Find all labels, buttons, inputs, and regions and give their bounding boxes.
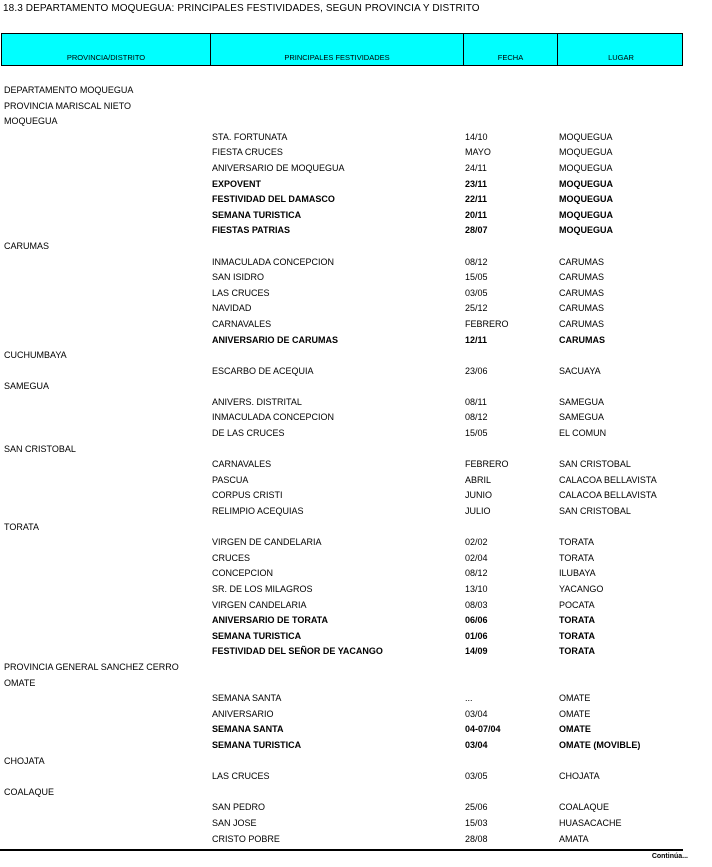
place-cell: SAMEGUA bbox=[559, 412, 605, 423]
festivity-cell: CRUCES bbox=[212, 552, 251, 563]
place-cell: HUASACACHE bbox=[559, 817, 622, 828]
table-row bbox=[0, 286, 712, 302]
page-title: 18.3 DEPARTAMENTO MOQUEGUA: PRINCIPALES FESTIVIDADES, SEGUN PROVINCIA Y DISTRITO bbox=[3, 3, 480, 14]
festivity-cell: CARNAVALES bbox=[212, 318, 272, 329]
date-cell: 28/08 bbox=[465, 833, 488, 844]
place-cell: TORATA bbox=[559, 615, 595, 626]
place-cell: YACANGO bbox=[559, 584, 604, 594]
column-header-festividades: PRINCIPALES FESTIVIDADES bbox=[211, 34, 464, 65]
location-cell: OMATE bbox=[4, 677, 36, 688]
place-cell: MOQUEGUA bbox=[559, 209, 613, 220]
festivity-cell: SEMANA SANTA bbox=[212, 724, 284, 735]
date-cell: 12/11 bbox=[465, 334, 488, 345]
table-row bbox=[0, 816, 712, 832]
table-row bbox=[0, 473, 712, 489]
place-cell: CARUMAS bbox=[559, 303, 605, 314]
date-cell: 08/12 bbox=[465, 256, 488, 267]
festivity-cell: VIRGEN CANDELARIA bbox=[212, 599, 307, 610]
date-cell: 25/12 bbox=[465, 303, 488, 314]
place-cell: CALACOA BELLAVISTA bbox=[559, 490, 657, 501]
table-row bbox=[0, 301, 712, 317]
festivity-cell: VIRGEN DE CANDELARIA bbox=[212, 537, 322, 548]
table-row bbox=[0, 800, 712, 816]
festivity-cell: FIESTAS PATRIAS bbox=[212, 225, 291, 236]
table-row bbox=[0, 551, 712, 567]
date-cell: 06/06 bbox=[465, 615, 488, 626]
festivity-cell: PASCUA bbox=[212, 474, 249, 485]
place-cell: MOQUEGUA bbox=[559, 225, 613, 236]
table-row bbox=[0, 192, 712, 208]
festivity-cell: SAN ISIDRO bbox=[212, 272, 265, 283]
table-row bbox=[0, 613, 712, 629]
festivity-cell: SEMANA SANTA bbox=[212, 693, 282, 704]
table-row bbox=[0, 535, 712, 551]
festivity-cell: SEMANA TURISTICA bbox=[212, 209, 302, 220]
place-cell: SAN CRISTOBAL bbox=[559, 459, 631, 470]
table-row bbox=[0, 177, 712, 193]
table-row bbox=[0, 270, 712, 286]
table-row bbox=[0, 317, 712, 333]
table-row bbox=[0, 582, 712, 598]
date-cell: 28/07 bbox=[465, 225, 488, 236]
festivity-cell: CONCEPCION bbox=[212, 568, 274, 579]
date-cell: 08/11 bbox=[465, 396, 487, 407]
festivity-cell: ANIVERS. DISTRITAL bbox=[212, 396, 302, 407]
table-row bbox=[0, 832, 712, 848]
date-cell: 03/04 bbox=[465, 739, 488, 750]
location-row bbox=[0, 676, 712, 692]
table-row bbox=[0, 566, 712, 582]
table-row bbox=[0, 691, 712, 707]
table-row bbox=[0, 223, 712, 239]
festivity-cell: FIESTA CRUCES bbox=[212, 147, 283, 158]
festivity-cell: INMACULADA CONCEPCION bbox=[212, 412, 335, 423]
location-row bbox=[0, 754, 712, 770]
table-row bbox=[0, 395, 712, 411]
date-cell: 03/05 bbox=[465, 771, 488, 782]
festivity-cell: ANIVERSARIO DE TORATA bbox=[212, 615, 329, 626]
date-cell: JUNIO bbox=[465, 490, 492, 501]
location-cell: PROVINCIA GENERAL SANCHEZ CERRO bbox=[4, 661, 179, 672]
table-row bbox=[0, 333, 712, 349]
date-cell: MAYO bbox=[465, 147, 491, 158]
place-cell: MOQUEGUA bbox=[559, 162, 613, 173]
date-cell: 02/02 bbox=[465, 537, 488, 548]
place-cell: EL COMUN bbox=[559, 428, 607, 439]
location-cell: COALAQUE bbox=[4, 786, 55, 797]
table-body bbox=[0, 83, 712, 847]
table-header bbox=[1, 33, 683, 66]
table-row bbox=[0, 598, 712, 614]
festivity-cell: ANIVERSARIO DE CARUMAS bbox=[212, 334, 339, 345]
festivity-cell: STA. FORTUNATA bbox=[212, 131, 288, 142]
table-row bbox=[0, 161, 712, 177]
date-cell: 23/11 bbox=[465, 178, 488, 189]
location-cell: PROVINCIA MARISCAL NIETO bbox=[4, 100, 132, 111]
date-cell: 20/11 bbox=[465, 209, 488, 220]
place-cell: OMATE bbox=[559, 724, 591, 735]
table-row bbox=[0, 707, 712, 723]
location-cell: CUCHUMBAYA bbox=[4, 350, 67, 361]
place-cell: SACUAYA bbox=[559, 365, 601, 376]
location-cell: TORATA bbox=[4, 521, 40, 532]
date-cell: 15/03 bbox=[465, 817, 488, 828]
table-row bbox=[0, 255, 712, 271]
date-cell: 15/05 bbox=[465, 428, 488, 439]
table-row bbox=[0, 629, 712, 645]
date-cell: ... bbox=[465, 693, 473, 704]
bottom-divider bbox=[0, 849, 683, 851]
date-cell: 24/11 bbox=[465, 162, 487, 173]
date-cell: 03/04 bbox=[465, 708, 488, 719]
date-cell: 08/12 bbox=[465, 568, 488, 579]
table-row bbox=[0, 504, 712, 520]
place-cell: SAN CRISTOBAL bbox=[559, 506, 631, 517]
place-cell: CHOJATA bbox=[559, 771, 600, 782]
festivity-cell: ANIVERSARIO DE MOQUEGUA bbox=[212, 162, 345, 173]
continued-note: Continúa... bbox=[651, 853, 688, 860]
place-cell: TORATA bbox=[559, 646, 595, 657]
location-row bbox=[0, 785, 712, 801]
date-cell: 14/10 bbox=[465, 131, 488, 142]
place-cell: SAMEGUA bbox=[559, 396, 605, 407]
date-cell: 25/06 bbox=[465, 802, 488, 813]
place-cell: CARUMAS bbox=[559, 318, 605, 329]
location-cell: SAN CRISTOBAL bbox=[4, 443, 76, 454]
location-cell: SAMEGUA bbox=[4, 381, 50, 392]
location-cell: CARUMAS bbox=[4, 240, 50, 251]
festivity-cell: SEMANA TURISTICA bbox=[212, 630, 302, 641]
place-cell: TORATA bbox=[559, 537, 595, 548]
festivity-cell: EXPOVENT bbox=[212, 178, 262, 189]
date-cell: ABRIL bbox=[465, 474, 492, 485]
location-row bbox=[0, 99, 712, 115]
table-row bbox=[0, 457, 712, 473]
festivity-cell: FESTIVIDAD DEL DAMASCO bbox=[212, 194, 335, 205]
place-cell: OMATE bbox=[559, 693, 591, 704]
location-row bbox=[0, 83, 712, 99]
festivity-cell: NAVIDAD bbox=[212, 303, 252, 314]
festivity-cell: CRISTO POBRE bbox=[212, 833, 280, 844]
place-cell: COALAQUE bbox=[559, 802, 610, 813]
date-cell: 15/05 bbox=[465, 272, 488, 283]
place-cell: CARUMAS bbox=[559, 256, 605, 267]
place-cell: CARUMAS bbox=[559, 334, 605, 345]
date-cell: 13/10 bbox=[465, 584, 488, 594]
place-cell: MOQUEGUA bbox=[559, 147, 613, 158]
date-cell: FEBRERO bbox=[465, 459, 509, 470]
table-row bbox=[0, 769, 712, 785]
place-cell: MOQUEGUA bbox=[559, 178, 613, 189]
location-row bbox=[0, 379, 712, 395]
date-cell: 14/09 bbox=[465, 646, 488, 657]
location-row bbox=[0, 348, 712, 364]
table-row bbox=[0, 644, 712, 660]
place-cell: MOQUEGUA bbox=[559, 131, 613, 142]
festivity-cell: LAS CRUCES bbox=[212, 771, 270, 782]
location-cell: CHOJATA bbox=[4, 755, 45, 766]
date-cell: 22/11 bbox=[465, 194, 488, 205]
festivity-cell: RELIMPIO ACEQUIAS bbox=[212, 506, 304, 517]
table-row bbox=[0, 208, 712, 224]
festivity-cell: DE LAS CRUCES bbox=[212, 428, 285, 439]
date-cell: 01/06 bbox=[465, 630, 488, 641]
table-row bbox=[0, 722, 712, 738]
date-cell: 08/03 bbox=[465, 599, 488, 610]
table-row bbox=[0, 738, 712, 754]
place-cell: CARUMAS bbox=[559, 272, 605, 283]
location-row bbox=[0, 520, 712, 536]
table-row bbox=[0, 130, 712, 146]
date-cell: 23/06 bbox=[465, 365, 488, 376]
place-cell: TORATA bbox=[559, 630, 595, 641]
location-cell: MOQUEGUA bbox=[4, 116, 58, 127]
location-cell: DEPARTAMENTO MOQUEGUA bbox=[4, 85, 134, 95]
table-row bbox=[0, 488, 712, 504]
festivity-cell: ANIVERSARIO bbox=[212, 708, 274, 719]
location-row bbox=[0, 660, 712, 676]
festivity-cell: SEMANA TURISTICA bbox=[212, 739, 302, 750]
location-row bbox=[0, 114, 712, 130]
place-cell: OMATE (MOVIBLE) bbox=[559, 739, 641, 750]
column-header-provincia: PROVINCIA/DISTRITO bbox=[2, 34, 211, 65]
festivity-cell: INMACULADA CONCEPCION bbox=[212, 256, 335, 267]
festivity-cell: SAN PEDRO bbox=[212, 802, 266, 813]
table-row bbox=[0, 145, 712, 161]
date-cell: 03/05 bbox=[465, 287, 488, 298]
festivity-cell: ESCARBO DE ACEQUIA bbox=[212, 365, 314, 376]
table-row bbox=[0, 410, 712, 426]
place-cell: TORATA bbox=[559, 552, 595, 563]
festivity-cell: FESTIVIDAD DEL SEÑOR DE YACANGO bbox=[212, 646, 383, 657]
table-row bbox=[0, 364, 712, 380]
place-cell: AMATA bbox=[559, 833, 589, 844]
location-row bbox=[0, 442, 712, 458]
festivity-cell: SR. DE LOS MILAGROS bbox=[212, 584, 313, 594]
festivity-cell: CARNAVALES bbox=[212, 459, 272, 470]
place-cell: ILUBAYA bbox=[559, 568, 596, 579]
date-cell: 08/12 bbox=[465, 412, 488, 423]
date-cell: FEBRERO bbox=[465, 318, 509, 329]
festivity-cell: LAS CRUCES bbox=[212, 287, 270, 298]
festivity-cell: SAN JOSE bbox=[212, 817, 257, 828]
date-cell: 04-07/04 bbox=[465, 724, 501, 735]
place-cell: CARUMAS bbox=[559, 287, 605, 298]
place-cell: OMATE bbox=[559, 708, 591, 719]
location-row bbox=[0, 239, 712, 255]
date-cell: JULIO bbox=[465, 506, 491, 517]
table-row bbox=[0, 426, 712, 442]
column-header-fecha: FECHA bbox=[464, 34, 558, 65]
column-header-lugar: LUGAR bbox=[608, 53, 634, 62]
place-cell: POCATA bbox=[559, 599, 595, 610]
place-cell: MOQUEGUA bbox=[559, 194, 613, 205]
festivity-cell: CORPUS CRISTI bbox=[212, 490, 283, 501]
date-cell: 02/04 bbox=[465, 552, 488, 563]
place-cell: CALACOA BELLAVISTA bbox=[559, 474, 657, 485]
